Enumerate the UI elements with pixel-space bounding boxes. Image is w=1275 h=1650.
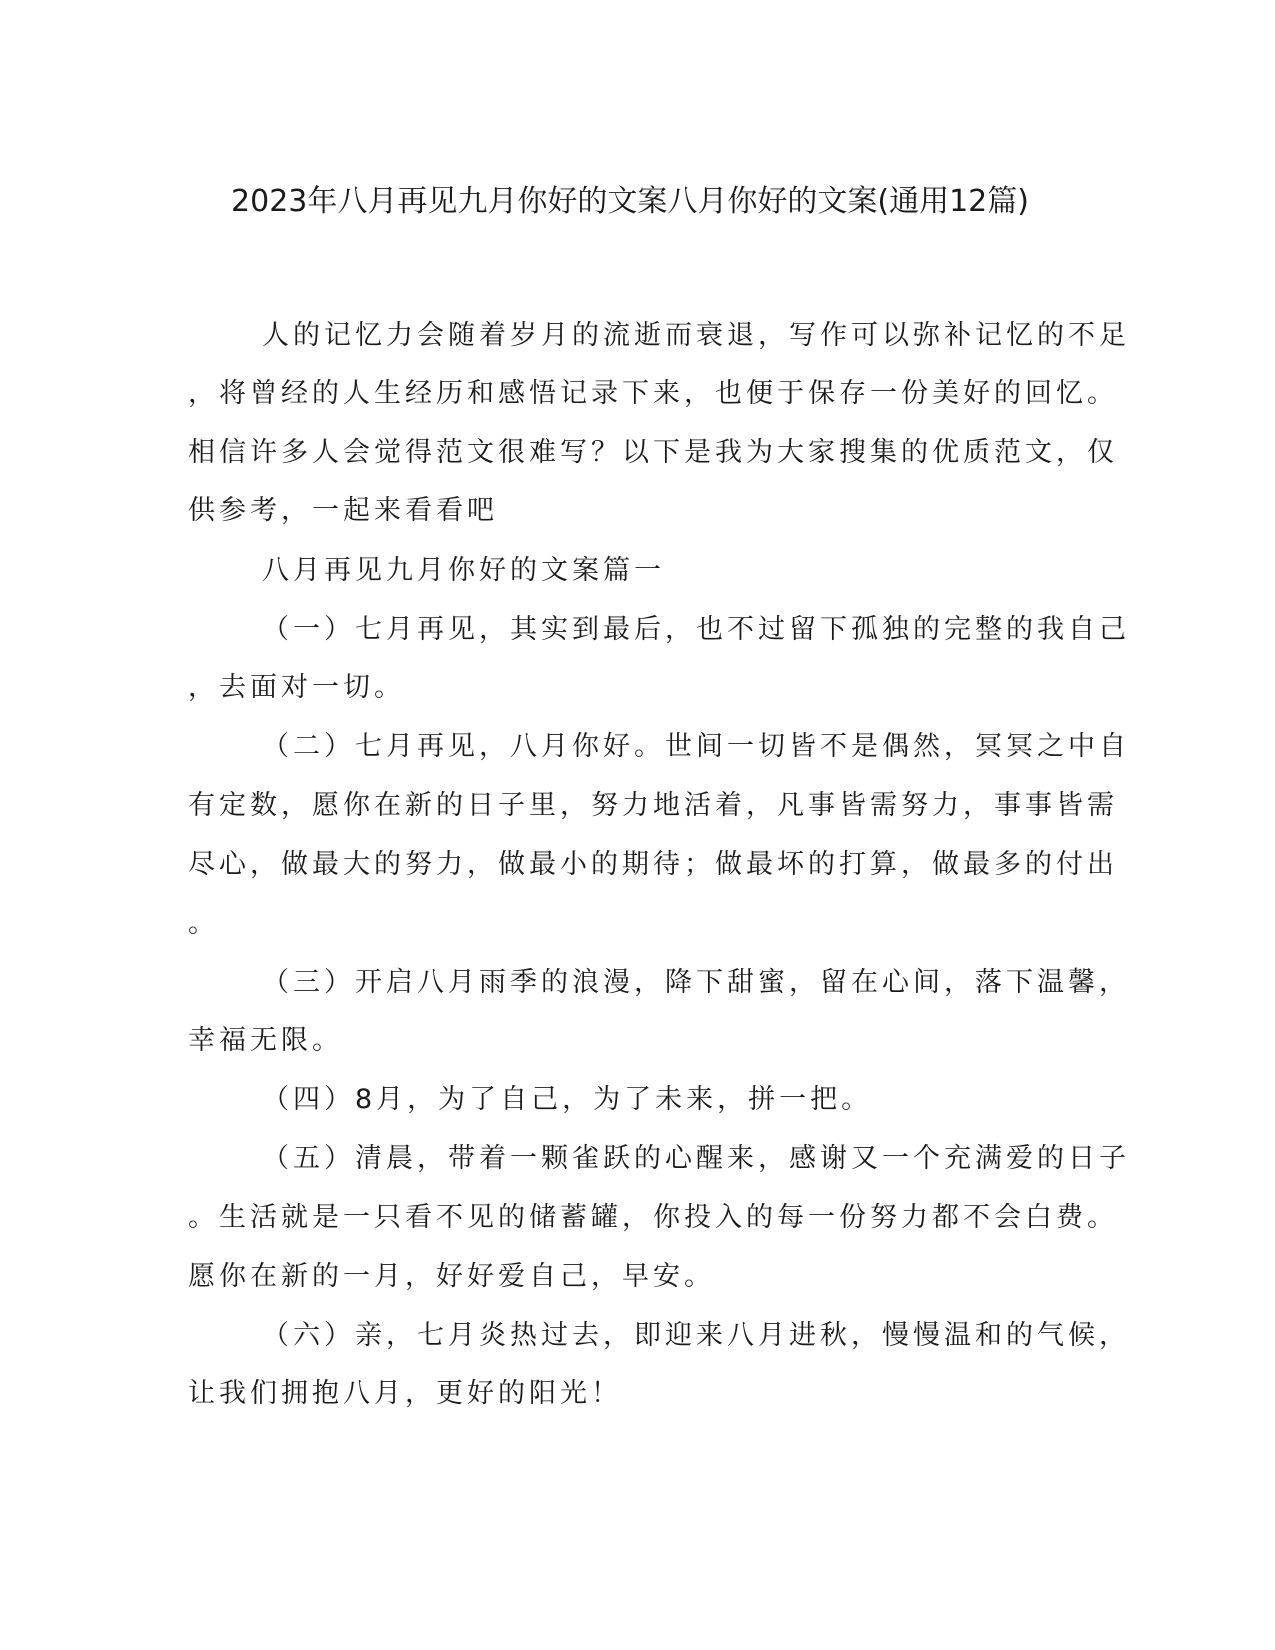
intro-line-4: 供参考，一起来看看吧 — [188, 495, 498, 526]
item-2-line-3: 尽心，做最大的努力，做最小的期待；做最坏的打算，做最多的付出 — [188, 849, 1118, 880]
item-6-line-2: 让我们拥抱八月，更好的阳光！ — [188, 1378, 622, 1409]
section-heading: 八月再见九月你好的文案篇一 — [262, 555, 665, 586]
item-3-line-1: （三）开启八月雨季的浪漫，降下甜蜜，留在心间，落下温馨， — [262, 967, 1130, 998]
item-1-line-1: （一）七月再见，其实到最后，也不过留下孤独的完整的我自己 — [262, 614, 1130, 645]
item-2-line-4: 。 — [188, 908, 219, 939]
item-5-line-3: 愿你在新的一月，好好爱自己，早安。 — [188, 1261, 715, 1292]
item-4-line-1: （四）8月，为了自己，为了未来，拼一把。 — [262, 1084, 873, 1115]
item-5-line-1: （五）清晨，带着一颗雀跃的心醒来，感谢又一个充满爱的日子 — [262, 1143, 1130, 1174]
item-1-line-2: ，去面对一切。 — [188, 672, 405, 703]
item-2-line-1: （二）七月再见，八月你好。世间一切皆不是偶然，冥冥之中自 — [262, 731, 1130, 762]
item-5-line-2: 。生活就是一只看不见的储蓄罐，你投入的每一份努力都不会白费。 — [188, 1202, 1118, 1233]
item-2-line-2: 有定数，愿你在新的日子里，努力地活着，凡事皆需努力，事事皆需 — [188, 790, 1118, 821]
intro-line-2: ，将曾经的人生经历和感悟记录下来，也便于保存一份美好的回忆。 — [188, 378, 1118, 409]
document-title: 2023年八月再见九月你好的文案八月你好的文案(通用12篇) — [231, 184, 1029, 219]
intro-line-3: 相信许多人会觉得范文很难写？以下是我为大家搜集的优质范文，仅 — [188, 437, 1118, 468]
intro-line-1: 人的记忆力会随着岁月的流逝而衰退，写作可以弥补记忆的不足 — [262, 320, 1130, 351]
item-6-line-1: （六）亲，七月炎热过去，即迎来八月进秋，慢慢温和的气候， — [262, 1320, 1130, 1351]
item-3-line-2: 幸福无限。 — [188, 1025, 343, 1056]
